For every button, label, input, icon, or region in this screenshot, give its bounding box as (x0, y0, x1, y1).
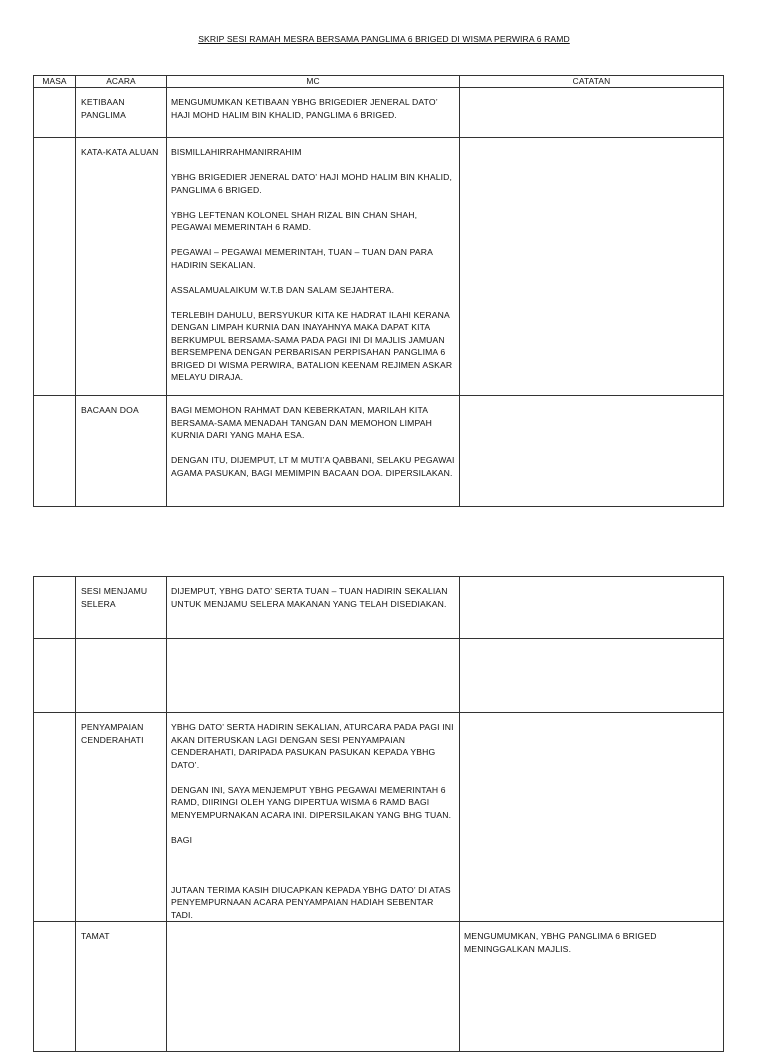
mc-cell (167, 577, 460, 639)
mc-paragraph: ASSALAMUALAIKUM W.T.B DAN SALAM SEJAHTERA. (171, 284, 395, 295)
header-mc: MC (167, 76, 460, 88)
masa-cell (34, 577, 76, 639)
mc-paragraph: DENGAN INI, SAYA MENJEMPUT YBHG PEGAWAI MEMERINTAH 6 RAMD, DIIRINGI OLEH YANG DIPERTUA WISMA 6 RAMD BAGI MENYEMPURNAKAN ACARA INI. DIPERSILAKAN YANG BHG TUAN. (171, 784, 452, 820)
masa-cell (34, 88, 76, 138)
table-row (34, 713, 724, 922)
mc-paragraph: BAGI (171, 834, 193, 845)
mc-paragraph: DENGAN ITU, DIJEMPUT, LT M MUTI’A QABBANI, SELAKU PEGAWAI AGAMA PASUKAN, BAGI MEMIMPIN BACAAN DOA. DIPERSILAKAN. (171, 455, 455, 478)
acara-cell: BACAAN DOA (76, 396, 167, 507)
acara-cell: TAMAT (76, 922, 167, 1052)
acara-cell: KETIBAAN PANGLIMA (76, 88, 167, 138)
mc-cell (167, 396, 460, 507)
mc-cell (167, 713, 460, 922)
mc-paragraph: PEGAWAI – PEGAWAI MEMERINTAH, TUAN – TUAN DAN PARA HADIRIN SEKALIAN. (171, 247, 433, 270)
acara-cell (76, 639, 167, 713)
document-title: SKRIP SESI RAMAH MESRA BERSAMA PANGLIMA 6 BRIGED DI WISMA PERWIRA 6 RAMD (198, 34, 570, 44)
mc-paragraph: DIJEMPUT, YBHG DATO’ SERTA TUAN – TUAN HADIRIN SEKALIAN UNTUK MENJAMU SELERA MAKANAN YANG TELAH DISEDIAKAN. (171, 586, 448, 609)
mc-paragraph: MENGUMUMKAN KETIBAAN YBHG BRIGEDIER JENERAL DATO’ HAJI MOHD HALIM BIN KHALID, PANGLIMA 6 BRIGED. (171, 97, 438, 120)
table-row (34, 639, 724, 713)
mc-cell (167, 138, 460, 396)
table-row (34, 577, 724, 639)
script-table-page-2 (33, 576, 724, 1052)
mc-paragraph: BISMILLAHIRRAHMANIRRAHIM (171, 147, 302, 157)
masa-cell (34, 922, 76, 1052)
mc-cell (167, 639, 460, 713)
acara-cell: SESI MENJAMU SELERA (76, 577, 167, 639)
acara-cell: PENYAMPAIAN CENDERAHATI (76, 713, 167, 922)
catatan-cell: MENGUMUMKAN, YBHG PANGLIMA 6 BRIGED MENINGGALKAN MAJLIS. (460, 922, 724, 1052)
mc-cell (167, 922, 460, 1052)
header-masa: MASA (34, 76, 76, 88)
mc-paragraph: JUTAAN TERIMA KASIH DIUCAPKAN KEPADA YBHG DATO’ DI ATAS PENYEMPURNAAN ACARA PENYAMPAIAN HADIAH SEBENTAR TADI. (171, 884, 451, 920)
header-acara: ACARA (76, 76, 167, 88)
masa-cell (34, 639, 76, 713)
catatan-cell (460, 138, 724, 396)
script-table-page-1 (33, 75, 724, 507)
header-catatan: CATATAN (460, 76, 724, 88)
mc-paragraph: YBHG DATO’ SERTA HADIRIN SEKALIAN, ATURCARA PADA PAGI INI AKAN DITERUSKAN LAGI DENGAN SESI PENYAMPAIAN CENDERAHATI, DARIPADA PASUKAN PASUKAN KEPADA YBHG DATO’. (171, 722, 454, 770)
catatan-cell (460, 577, 724, 639)
table-row (34, 396, 724, 507)
mc-cell (167, 88, 460, 138)
table-row (34, 138, 724, 396)
table-header-row (34, 76, 724, 88)
catatan-cell (460, 639, 724, 713)
masa-cell (34, 396, 76, 507)
table-row (34, 88, 724, 138)
masa-cell (34, 713, 76, 922)
masa-cell (34, 138, 76, 396)
mc-paragraph: YBHG BRIGEDIER JENERAL DATO’ HAJI MOHD HALIM BIN KHALID, PANGLIMA 6 BRIGED. (171, 172, 453, 195)
mc-paragraph: TERLEBIH DAHULU, BERSYUKUR KITA KE HADRAT ILAHI KERANA DENGAN LIMPAH KURNIA DAN INAYAHNYA MAKA DAPAT KITA BERKUMPUL BERSAMA-SAMA PADA PAGI INI DI MAJLIS JAMUAN BERSEMPENA DENGAN PERBARISAN PERPISAHAN PANGLIMA 6 BRIGED DI WISMA PERWIRA, BATALION KEENAM REJIMEN ASKAR MELAYU DIRAJA. (171, 309, 453, 382)
acara-cell: KATA-KATA ALUAN (76, 138, 167, 396)
catatan-cell (460, 713, 724, 922)
mc-paragraph: YBHG LEFTENAN KOLONEL SHAH RIZAL BIN CHAN SHAH, PEGAWAI MEMERINTAH 6 RAMD. (171, 209, 418, 232)
catatan-cell (460, 88, 724, 138)
table-row (34, 922, 724, 1052)
mc-paragraph: BAGI MEMOHON RAHMAT DAN KEBERKATAN, MARILAH KITA BERSAMA-SAMA MENADAH TANGAN DAN MEMOHON LIMPAH KURNIA DARI YANG MAHA ESA. (171, 405, 432, 440)
mc-paragraph (171, 859, 455, 872)
catatan-cell (460, 396, 724, 507)
